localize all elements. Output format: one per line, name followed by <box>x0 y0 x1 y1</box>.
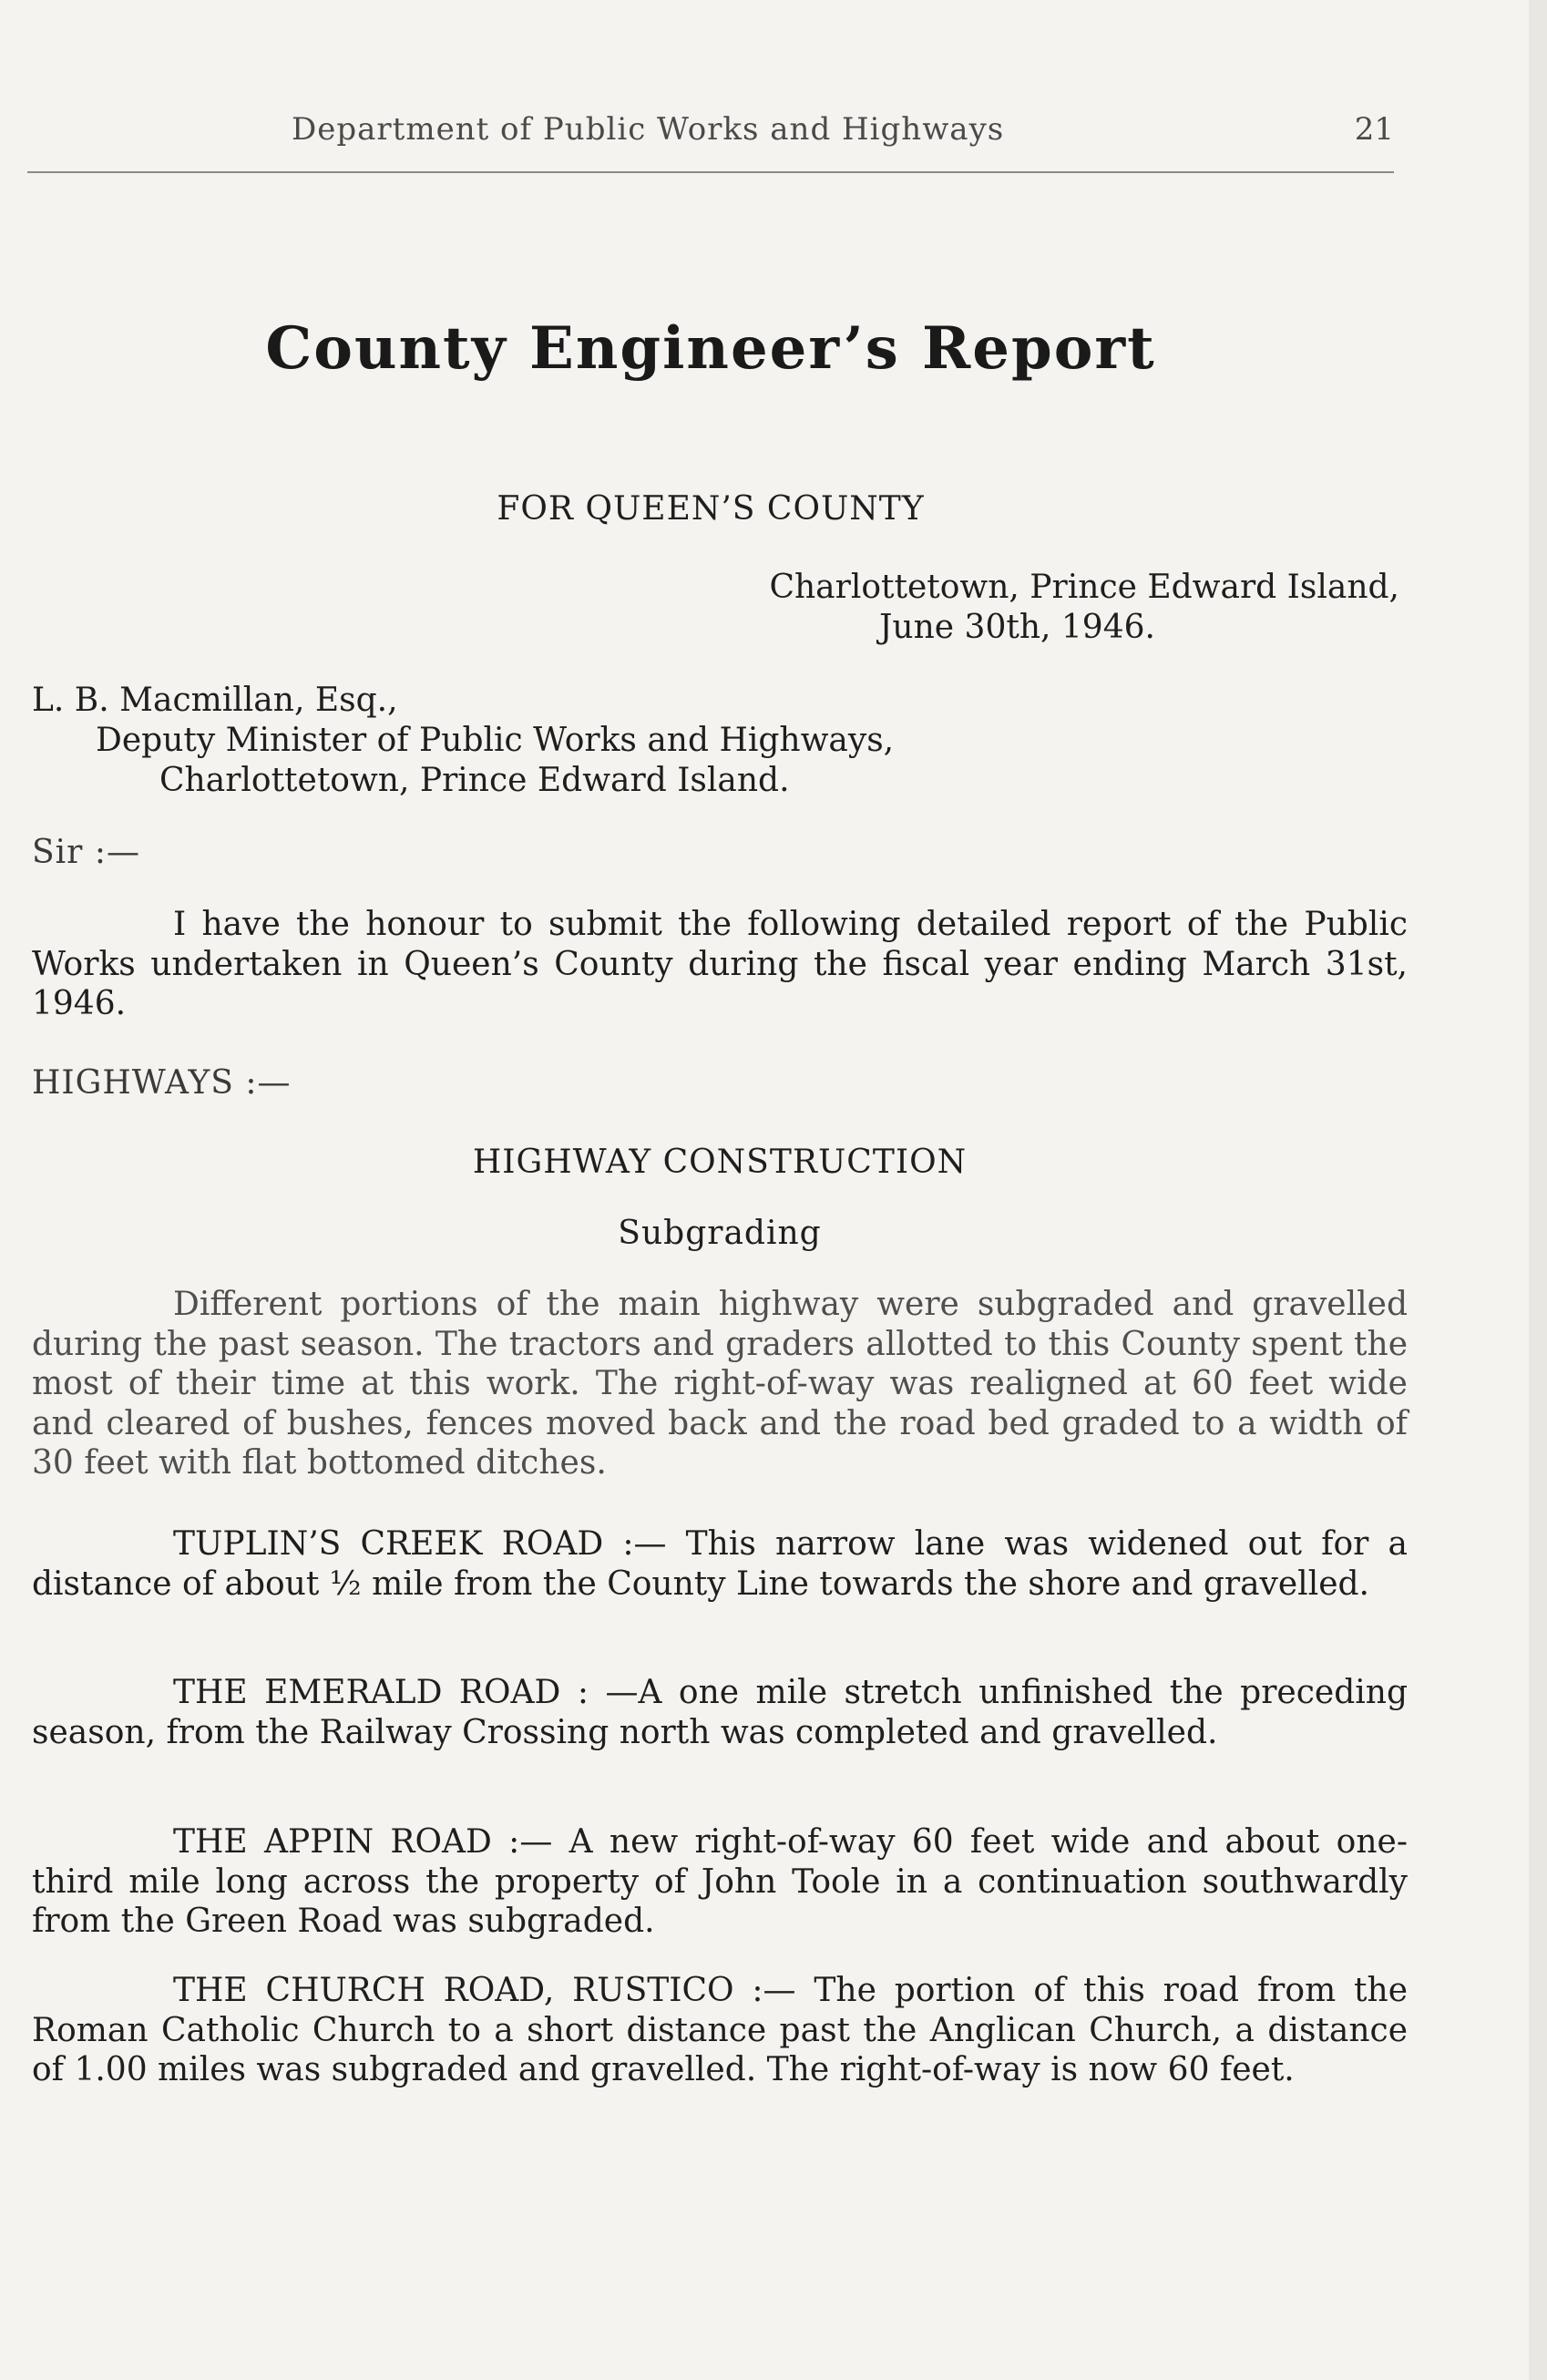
tuplin-creek-road-paragraph: TUPLIN’S CREEK ROAD :— This narrow lane was widened out for a distance of about ½ mile from the County Line towards the shore and gravelled. <box>32 1525 1408 1603</box>
report-subtitle: FOR QUEEN’S COUNTY <box>497 490 925 528</box>
subgrading-paragraph: Different portions of the main highway were subgraded and gravelled during the past season. The tractors and graders allotted to this County spent the most of their time at this work. The right-of-way was realigned at 60 feet wide and cleared of bushes, fences moved back and the road bed graded to a width of 30 feet with flat bottomed ditches. <box>32 1286 1408 1482</box>
section-label-highways: HIGHWAYS :— <box>32 1064 292 1102</box>
heading-highway-construction: HIGHWAY CONSTRUCTION <box>472 1144 968 1181</box>
addressee-location: Charlottetown, Prince Edward Island. <box>159 762 790 799</box>
page-edge-shadow <box>1529 0 1547 2380</box>
report-title: County Engineer’s Report <box>265 314 1156 383</box>
dateline-place: Charlottetown, Prince Edward Island, <box>769 569 1399 606</box>
intro-paragraph: I have the honour to submit the following detailed report of the Public Works undertaken in Queen’s County during the fiscal year ending March 31st, 1946. <box>32 906 1408 1022</box>
appin-road-paragraph: THE APPIN ROAD :— A new right-of-way 60 feet wide and about one-third mile long across the property of John Toole in a continuation southwardly from the Green Road was subgraded. <box>32 1823 1408 1940</box>
page-number: 21 <box>1354 111 1394 148</box>
salutation: Sir :— <box>32 834 140 871</box>
addressee-position: Deputy Minister of Public Works and Highways, <box>96 722 895 759</box>
addressee-name: L. B. Macmillan, Esq., <box>32 682 398 719</box>
running-header <box>27 108 1394 173</box>
church-road-rustico-paragraph: THE CHURCH ROAD, RUSTICO :— The portion of this road from the Roman Catholic Church to a short distance past the Anglican Church, a distance of 1.00 miles was subgraded and gravelled. The right-of-way is now 60 feet. <box>32 1972 1408 2088</box>
dateline-date: June 30th, 1946. <box>879 609 1155 646</box>
running-head-title: Department of Public Works and Highways <box>292 111 1005 148</box>
heading-subgrading: Subgrading <box>618 1215 822 1252</box>
emerald-road-paragraph: THE EMERALD ROAD : —A one mile stretch unfinished the preceding season, from the Railway Crossing north was completed and gravelled. <box>32 1674 1408 1751</box>
